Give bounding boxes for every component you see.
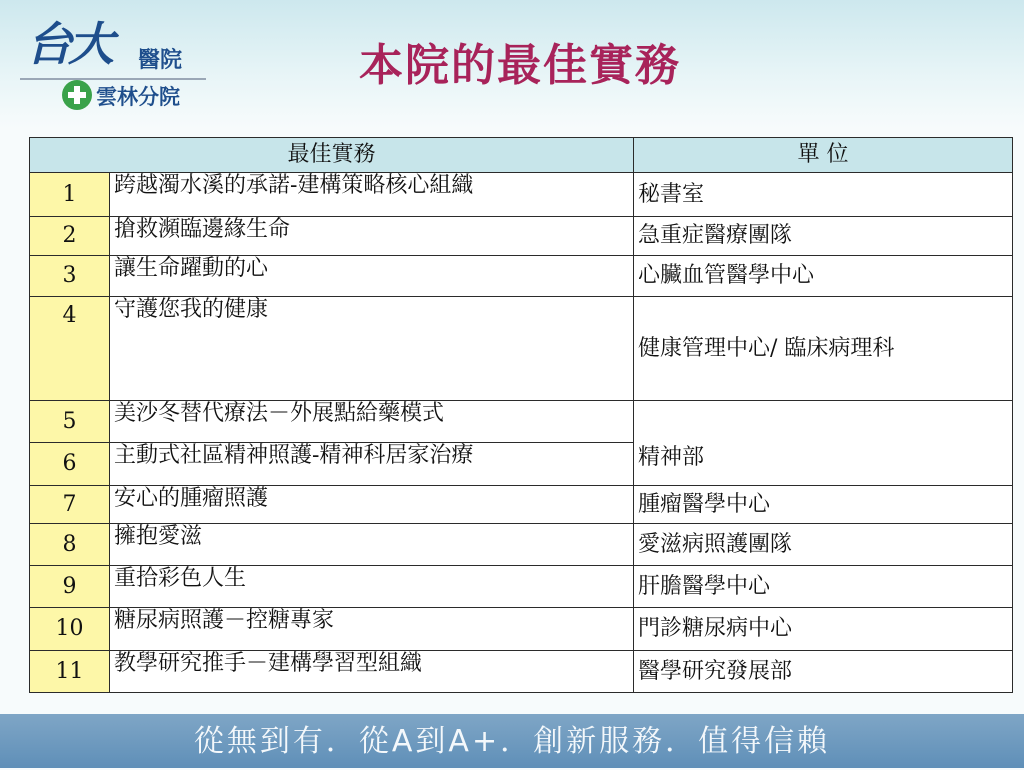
- logo-main-text: 台大: [26, 17, 110, 71]
- medical-cross-icon: [62, 80, 92, 110]
- unit-cell: 愛滋病照護團隊: [634, 524, 1013, 566]
- unit-cell: 肝膽醫學中心: [634, 566, 1013, 608]
- row-number: 2: [30, 217, 110, 256]
- table-row: [30, 217, 1013, 256]
- row-number: 3: [30, 256, 110, 297]
- practice-cell: 糖尿病照護－控糖專家: [110, 608, 634, 651]
- table-row: [30, 297, 1013, 401]
- practice-cell: 主動式社區精神照護-精神科居家治療: [110, 443, 634, 486]
- row-number: 10: [30, 608, 110, 651]
- header-band: [0, 0, 1024, 128]
- table-row: [30, 651, 1013, 693]
- practice-cell: 讓生命躍動的心: [110, 256, 634, 297]
- best-practices-table: [29, 137, 1013, 693]
- row-number: 5: [30, 401, 110, 443]
- row-number: 4: [30, 297, 110, 401]
- practice-cell: 教學研究推手－建構學習型組織: [110, 651, 634, 693]
- header-unit: 單 位: [634, 138, 1013, 173]
- row-number: 8: [30, 524, 110, 566]
- table-row: [30, 401, 1013, 443]
- row-number: 6: [30, 443, 110, 486]
- table-row: [30, 524, 1013, 566]
- row-number: 11: [30, 651, 110, 693]
- logo-hospital-text: 醫院: [138, 48, 183, 73]
- unit-cell: 腫瘤醫學中心: [634, 486, 1013, 524]
- practice-cell: 安心的腫瘤照護: [110, 486, 634, 524]
- table-header-row: [30, 138, 1013, 173]
- table-row: [30, 173, 1013, 217]
- unit-cell: 精神部: [634, 401, 1013, 486]
- practice-cell: 守護您我的健康: [110, 297, 634, 401]
- practice-cell: 擁抱愛滋: [110, 524, 634, 566]
- table-row: [30, 256, 1013, 297]
- row-number: 7: [30, 486, 110, 524]
- practice-cell: 重拾彩色人生: [110, 566, 634, 608]
- practice-cell: 搶救瀕臨邊緣生命: [110, 217, 634, 256]
- unit-cell: 健康管理中心/ 臨床病理科: [634, 297, 1013, 401]
- unit-cell: 急重症醫療團隊: [634, 217, 1013, 256]
- logo-branch-text: 雲林分院: [96, 85, 180, 109]
- logo-divider: [20, 78, 206, 80]
- footer-slogan: 從無到有．從A到A+．創新服務．值得信賴: [0, 714, 1024, 768]
- row-number: 1: [30, 173, 110, 217]
- table-row: [30, 608, 1013, 651]
- unit-cell: 醫學研究發展部: [634, 651, 1013, 693]
- table-row: [30, 486, 1013, 524]
- page-title: 本院的最佳實務: [359, 40, 681, 91]
- table-row: [30, 566, 1013, 608]
- practice-cell: 美沙冬替代療法－外展點給藥模式: [110, 401, 634, 443]
- unit-cell: 心臟血管醫學中心: [634, 256, 1013, 297]
- row-number: 9: [30, 566, 110, 608]
- header-practice: 最佳實務: [30, 138, 634, 173]
- hospital-logo: [20, 14, 210, 116]
- practice-cell: 跨越濁水溪的承諾-建構策略核心組織: [110, 173, 634, 217]
- unit-cell: 秘書室: [634, 173, 1013, 217]
- unit-cell: 門診糖尿病中心: [634, 608, 1013, 651]
